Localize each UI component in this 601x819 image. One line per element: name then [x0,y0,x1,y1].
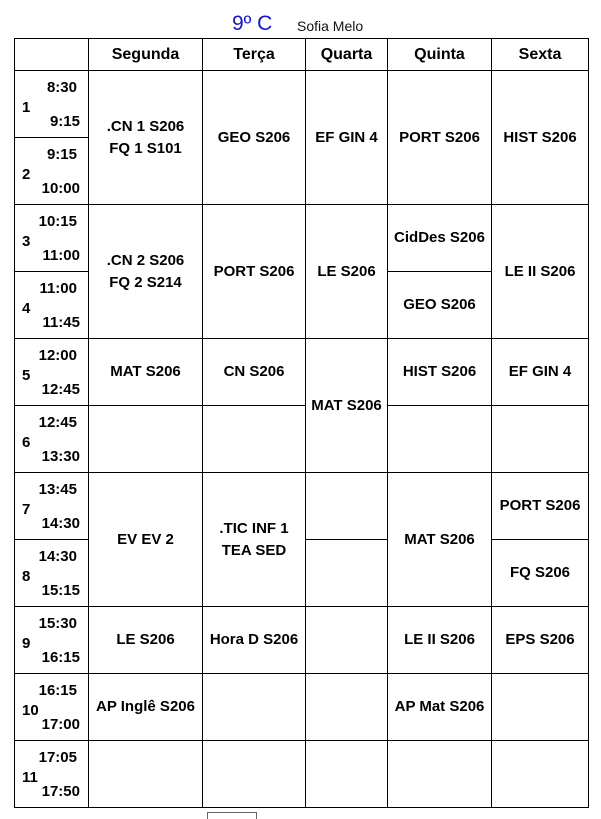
corner-cell [15,39,89,71]
empty-cell [306,674,388,741]
period-row [15,339,589,406]
period-time-2 [15,138,89,205]
teacher-name: Sofia Melo [297,18,364,34]
timetable [14,38,589,808]
period-time-4 [15,272,89,339]
day-header-monday: Segunda [89,39,203,71]
period-start: 10:15 [38,213,77,230]
lesson-cell: GEO S206 [203,71,306,205]
period-end: 11:00 [42,247,80,264]
period-number: 11 [22,769,38,786]
lesson-cell: EF GIN 4 [492,339,589,406]
empty-cell [203,741,306,808]
period-start: 9:15 [46,146,77,163]
lesson-cell [203,473,306,607]
footer-control [207,812,257,819]
lesson-cell: HIST S206 [492,71,589,205]
period-end: 10:00 [41,180,80,197]
period-number: 10 [22,702,39,719]
lesson-cell: EV EV 2 [89,473,203,607]
lesson-cell: LE II S206 [492,205,589,339]
period-number: 9 [22,635,31,652]
period-start: 14:30 [38,548,77,565]
period-time-6 [15,406,89,473]
period-end: 12:45 [41,381,80,398]
timetable-header [0,12,601,38]
lesson-cell: GEO S206 [388,272,492,339]
period-row [15,741,589,808]
day-header-thursday: Quinta [388,39,492,71]
period-end: 9:15 [49,113,80,130]
lesson-cell: MAT S206 [89,339,203,406]
lesson-cell: LE S206 [89,607,203,674]
period-number: 8 [22,568,31,585]
period-end: 17:00 [41,716,80,733]
empty-cell [306,607,388,674]
lesson-text: .CN 1 S206 [106,117,185,135]
lesson-cell: EF GIN 4 [306,71,388,205]
period-end: 13:30 [41,448,80,465]
period-number: 7 [22,501,31,518]
lesson-cell: Hora D S206 [203,607,306,674]
period-time-9 [15,607,89,674]
period-start: 12:00 [38,347,77,364]
empty-cell [306,741,388,808]
period-time-11 [15,741,89,808]
period-time-10 [15,674,89,741]
period-row [15,607,589,674]
period-row [15,205,589,272]
period-row [15,406,589,473]
period-end: 11:45 [42,314,80,331]
lesson-text: .TIC INF 1 [219,519,289,537]
period-time-1 [15,71,89,138]
lesson-cell: PORT S206 [492,473,589,540]
period-number: 3 [22,233,31,250]
day-header-friday: Sexta [492,39,589,71]
day-header-tuesday: Terça [203,39,306,71]
period-number: 6 [22,434,31,451]
empty-cell [306,473,388,540]
lesson-cell: LE II S206 [388,607,492,674]
lesson-cell [89,71,203,205]
period-end: 15:15 [41,582,80,599]
lesson-cell: MAT S206 [306,339,388,473]
empty-cell [388,741,492,808]
lesson-text: FQ 2 S214 [109,273,182,291]
period-row [15,473,589,540]
lesson-cell: AP Mat S206 [388,674,492,741]
period-start: 15:30 [38,615,77,632]
empty-cell [89,406,203,473]
empty-cell [89,741,203,808]
empty-cell [203,674,306,741]
empty-cell [306,540,388,607]
empty-cell [492,741,589,808]
lesson-cell: AP Inglê S206 [89,674,203,741]
lesson-text: FQ 1 S101 [109,139,182,157]
empty-cell [388,406,492,473]
period-start: 16:15 [38,682,77,699]
period-row [15,71,589,138]
lesson-cell [89,205,203,339]
day-header-row [15,39,589,71]
empty-cell [492,674,589,741]
period-row [15,674,589,741]
period-end: 14:30 [41,515,80,532]
day-header-wednesday: Quarta [306,39,388,71]
lesson-cell: LE S206 [306,205,388,339]
period-start: 17:05 [38,749,77,766]
period-start: 8:30 [46,79,77,96]
period-number: 5 [22,367,31,384]
lesson-cell: PORT S206 [388,71,492,205]
period-time-5 [15,339,89,406]
lesson-cell: HIST S206 [388,339,492,406]
empty-cell [492,406,589,473]
period-time-3 [15,205,89,272]
period-start: 12:45 [38,414,77,431]
lesson-cell: MAT S206 [388,473,492,607]
empty-cell [203,406,306,473]
lesson-cell: PORT S206 [203,205,306,339]
period-number: 1 [22,99,31,116]
lesson-cell: CidDes S206 [388,205,492,272]
lesson-text: TEA SED [221,541,287,559]
lesson-cell: CN S206 [203,339,306,406]
lesson-text: .CN 2 S206 [106,251,185,269]
period-time-7 [15,473,89,540]
period-start: 13:45 [38,481,77,498]
class-name: 9º C [232,12,273,35]
period-number: 2 [22,166,31,183]
period-end: 16:15 [41,649,80,666]
period-start: 11:00 [39,280,77,297]
period-number: 4 [22,300,31,317]
lesson-cell: EPS S206 [492,607,589,674]
period-end: 17:50 [41,783,80,800]
period-time-8 [15,540,89,607]
lesson-cell: FQ S206 [492,540,589,607]
